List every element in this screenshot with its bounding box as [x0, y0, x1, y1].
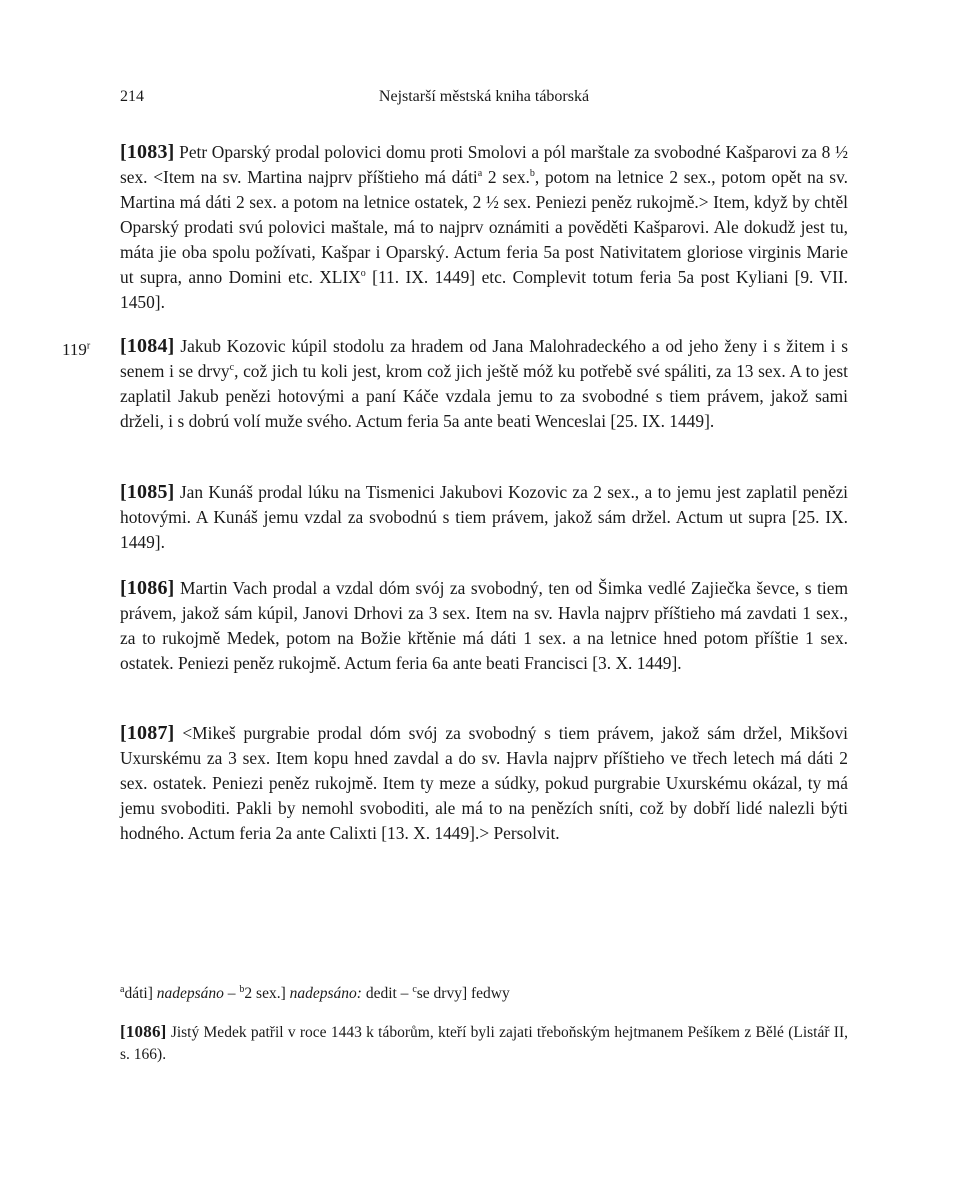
entry-1086: [1086] Martin Vach prodal a vzdal dóm svój za svobodný, ten od Šimka vedlé Zajiečka ševce, s tiem právem, jakož sám kúpil, Janovi Drhovi za 3 sex. Item na sv. Havla najprv příštieho má zavdati 1 sex., za to rukojmě Medek, potom na Božie křtěnie má dáti 1 sex. a na letnice hned potom příštie 1 sex. ostatek. Peniezi peněz rukojmě. Actum feria 6a ante beati Francisci [3. X. 1449]. [120, 577, 848, 673]
critical-apparatus: $^a$dáti] nadepsáno – $^b$2 sex.] nadepsáno: dedit – $^c$se drvy] fedwy [120, 983, 510, 1002]
running-title: Nejstarší městská kniha táborská [378, 88, 590, 105]
entry-number: [1084] [120, 335, 175, 357]
entry-number: [1086] [120, 577, 175, 599]
page-number: 214 [120, 88, 144, 105]
entry-number: [1087] [120, 722, 175, 744]
entry-number: [1083] [120, 141, 175, 163]
commentary-note: [1086] Jistý Medek patřil v roce 1443 k táborům, kteří byli zajati třeboňským hejtmanem Pešíkem z Bělé (Listář II, s. 166). [120, 1022, 848, 1063]
entry-1084: [1084] Jakub Kozovic kúpil stodolu za hradem od Jana Malohradeckého a od jeho ženy i s žitem i s senem i se drvy$^c$, což jich tu koli jest, krom což jich ještě móž ku potřebě své spáliti, za 13 sex. A to jest zaplatil Jakub penězi hotovými a paní Káče vzdala jemu to za svobodné s tiem právem, jakož sami drželi, i s dobrú volí muže svého. Actum feria 5a ante beati Wenceslai [25. IX. 1449]. [120, 335, 848, 431]
commentary-number: [1086] [120, 1022, 167, 1041]
entry-1085: [1085] Jan Kunáš prodal lúku na Tismenici Jakubovi Kozovic za 2 sex., a to jemu jest zaplatil penězi hotovými. A Kunáš jemu vzdal za svobodnú s tiem právem, jakož sám držel. Actum ut supra [25. IX. 1449]. [120, 481, 848, 552]
entry-number: [1085] [120, 481, 175, 503]
entry-1087: [1087] <Mikeš purgrabie prodal dóm svój za svobodný s tiem právem, jakož sám držel, Mikšovi Uxurskému za 3 sex. Item kopu hned zavdal a do sv. Havla najprv příštieho ve třech letech má dáti 2 sex. ostatek. Peniezi peněz rukojmě. Item ty meze a súdky, pokud purgrabie Uxurskému okázal, ty má jemu svoboditi. Pakli by nemohl svoboditi, ale má to na penězích sníti, což by dobří lidé nalezli býti hodného. Actum feria 2a ante Calixti [13. X. 1449].> Persolvit. [120, 722, 848, 843]
page-header [120, 88, 848, 112]
entry-1083: [1083] Petr Oparský prodal polovici domu proti Smolovi a pól marštale za svobodné Kašparovi za 8 ½ sex. <Item na sv. Martina najprv příštieho má dáti$^a$ 2 sex.$^b$, potom na letnice 2 sex., potom opět na sv. Martina má dáti 2 sex. a potom na letnice ostatek, 2 ½ sex. Peniezi peněz rukojmě.> Item, když by chtěl Oparský prodati svú polovici maštale, má to najprv oznámiti a pověděti Kašparovi. Ale dokudž jest tu, máta jie oba spolu požívati, Kašpar i Oparský. Actum feria 5a post Nativitatem gloriose virginis Marie ut supra, anno Domini etc. XLIX$^o$ [11. IX. 1449] etc. Complevit totum feria 5a post Kyliani [9. VII. 1450]. [120, 141, 848, 312]
margin-folio: 119$^r$ [62, 340, 91, 359]
